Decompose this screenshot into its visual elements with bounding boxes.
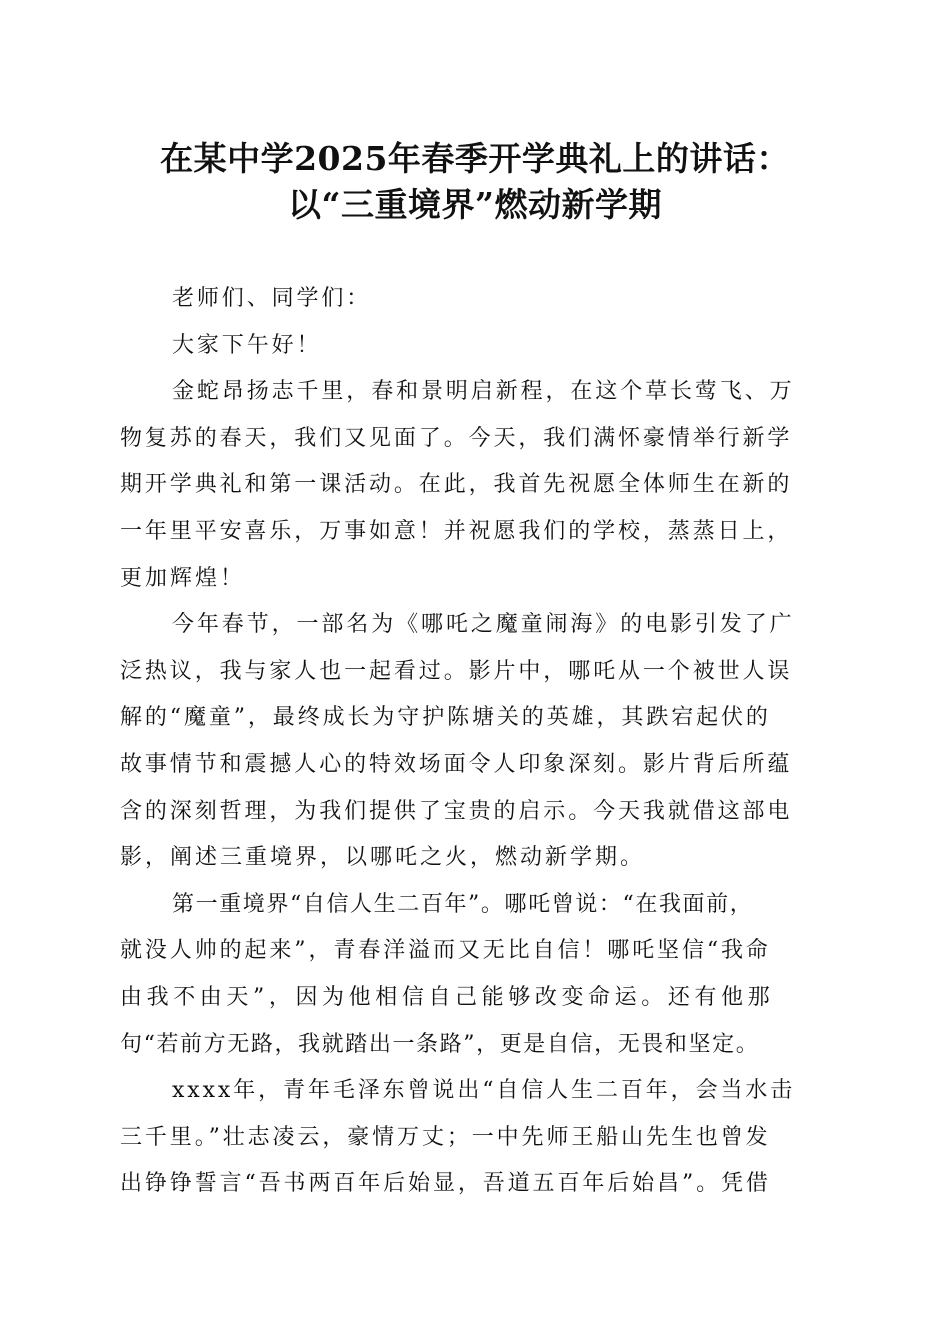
paragraph-3-line: 就没人帅的起来”，青春洋溢而又无比自信！哪吒坚信“我命 — [120, 938, 771, 964]
greeting: 大家下午好！ — [172, 332, 322, 358]
paragraph-3-line: 第一重境界“自信人生二百年”。哪吒曾说：“在我面前， — [172, 891, 754, 917]
paragraph-4-line: 三千里。”壮志凌云，豪情万丈；一中先师王船山先生也曾发 — [120, 1124, 771, 1150]
paragraph-2-line: 含的深刻哲理，为我们提供了宝贵的启示。今天我就借这部电 — [120, 798, 793, 824]
paragraph-1-line: 物复苏的春天，我们又见面了。今天，我们满怀豪情举行新学 — [120, 425, 793, 451]
paragraph-4-line: 出铮铮誓言“吾书两百年后始显，吾道五百年后始昌”。凭借 — [120, 1171, 771, 1197]
paragraph-2-line: 泛热议，我与家人也一起看过。影片中，哪吒从一个被世人误 — [120, 658, 793, 684]
paragraph-2-line: 影，阐述三重境界，以哪吒之火，燃动新学期。 — [120, 845, 646, 871]
paragraph-3-line: 由我不由天”，因为他相信自己能够改变命运。还有他那 — [120, 984, 775, 1010]
paragraph-4-line: xxxx年，青年毛泽东曾说出“自信人生二百年，会当水击 — [172, 1078, 796, 1104]
document-body — [120, 276, 831, 1208]
paragraph-2-line: 故事情节和震撼人心的特效场面令人印象深刻。影片背后所蕴 — [120, 751, 793, 777]
paragraph-2-line: 今年春节，一部名为《哪吒之魔童闹海》的电影引发了广 — [172, 612, 795, 638]
document-title-line-2: 以“三重境界”燃动新学期 — [288, 185, 662, 224]
document-title-line-1: 在某中学2025年春季开学典礼上的讲话： — [160, 139, 790, 178]
paragraph-1-line: 金蛇昂扬志千里，春和景明启新程，在这个草长莺飞、万 — [172, 379, 795, 405]
paragraph-1-line: 一年里平安喜乐，万事如意！并祝愿我们的学校，蒸蒸日上， — [120, 518, 793, 544]
salutation: 老师们、同学们： — [172, 286, 372, 311]
paragraph-1-line: 期开学典礼和第一课活动。在此，我首先祝愿全体师生在新的 — [120, 472, 793, 498]
paragraph-2-line: 解的“魔童”，最终成长为守护陈塘关的英雄，其跌宕起伏的 — [120, 705, 771, 731]
paragraph-3-line: 句“若前方无路，我就踏出一条路”，更是自信，无畏和坚定。 — [120, 1031, 760, 1057]
paragraph-1-line: 更加辉煌！ — [120, 565, 246, 591]
